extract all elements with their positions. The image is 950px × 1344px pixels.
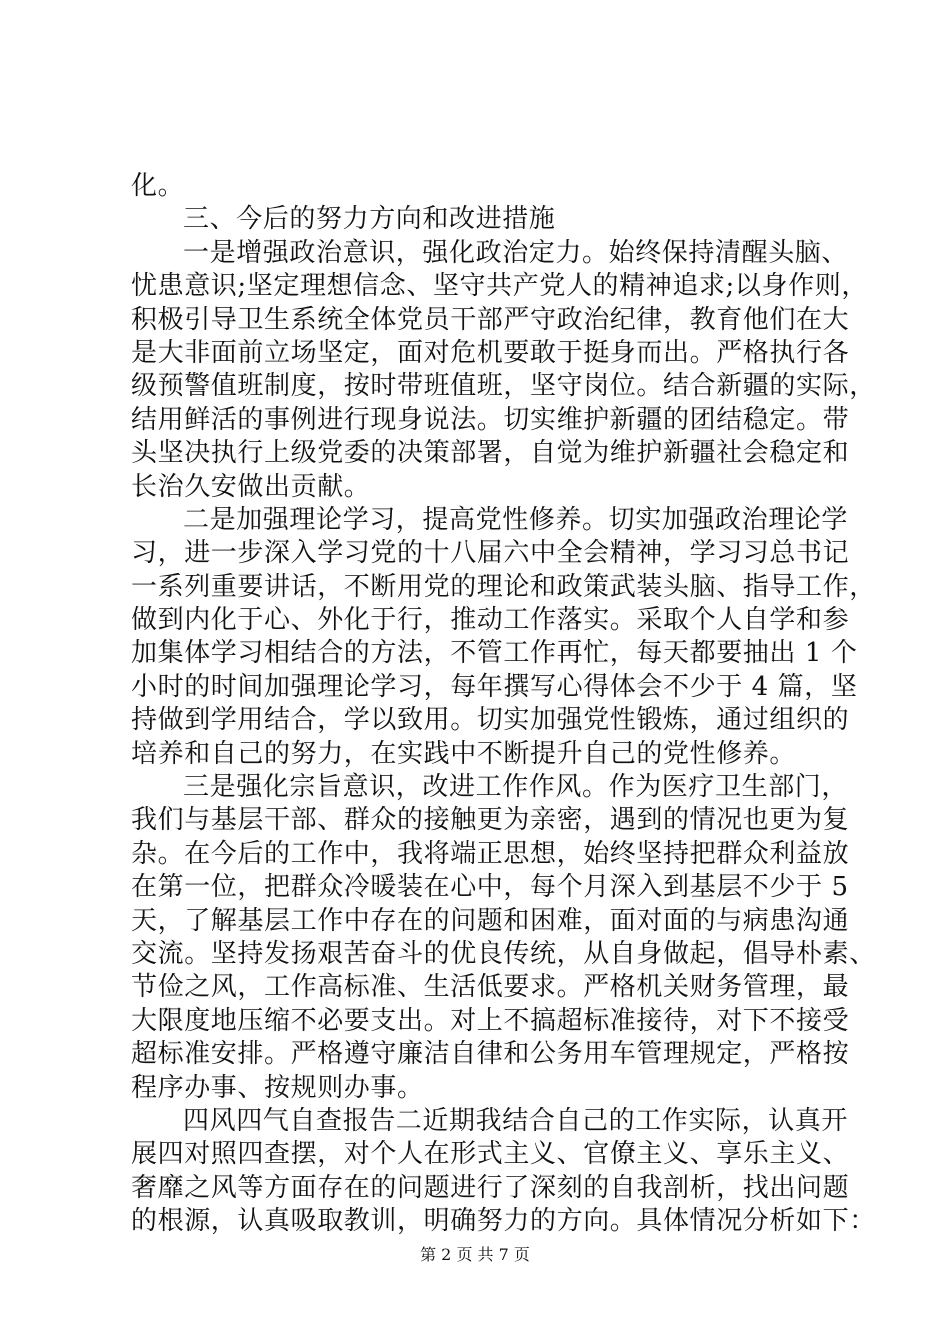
text-line: 交流。坚持发扬艰苦奋斗的优良传统，从自身做起，倡导朴素、	[131, 938, 876, 969]
text-line: 超标准安排。严格遵守廉洁自律和公务用车管理规定，严格按	[131, 1039, 850, 1070]
text-line: 天，了解基层工作中存在的问题和困难，面对面的与病患沟通	[131, 905, 850, 936]
text-line: 大限度地压缩不必要支出。对上不搞超标准接待，对下不接受	[131, 1005, 850, 1036]
document-body	[131, 170, 876, 1239]
text-line: 程序办事、按规则办事。	[131, 1072, 424, 1103]
text-line: 持做到学用结合，学以致用。切实加强党性锻炼，通过组织的	[131, 705, 850, 736]
text-line: 忧患意识;坚定理想信念、坚守共产党人的精神追求;以身作则，	[131, 271, 868, 302]
text-line: 习，进一步深入学习党的十八届六中全会精神，学习习总书记	[131, 538, 850, 569]
text-line: 奢靡之风等方面存在的问题进行了深刻的自我剖析，找出问题	[131, 1172, 850, 1203]
page-footer: 第 2 页 共 7 页	[420, 1245, 530, 1264]
text-line: 在第一位，把群众冷暖装在心中，每个月深入到基层不少于 5	[131, 872, 849, 903]
text-line: 二是加强理论学习，提高党性修养。切实加强政治理论学	[183, 504, 849, 535]
text-line: 是大非面前立场坚定，面对危机要敢于挺身而出。严格执行各	[131, 337, 850, 368]
text-line: 一是增强政治意识，强化政治定力。始终保持清醒头脑、	[183, 237, 849, 268]
text-line: 结用鲜活的事例进行现身说法。切实维护新疆的团结稳定。带	[131, 404, 850, 435]
text-line: 展四对照四查摆，对个人在形式主义、官僚主义、享乐主义、	[131, 1139, 850, 1170]
text-line: 培养和自己的努力，在实践中不断提升自己的党性修养。	[131, 738, 797, 769]
text-line: 一系列重要讲话，不断用党的理论和政策武装头脑、指导工作，	[131, 571, 876, 602]
text-line: 头坚决执行上级党委的决策部署，自觉为维护新疆社会稳定和	[131, 438, 850, 469]
text-line: 加集体学习相结合的方法，不管工作再忙，每天都要抽出 1 个	[131, 638, 858, 669]
text-line: 的根源，认真吸取教训，明确努力的方向。具体情况分析如下：	[131, 1206, 876, 1237]
text-line: 我们与基层干部、群众的接触更为亲密，遇到的情况也更为复	[131, 805, 850, 836]
text-line: 做到内化于心、外化于行，推动工作落实。采取个人自学和参	[131, 605, 850, 636]
text-line: 积极引导卫生系统全体党员干部严守政治纪律，教育他们在大	[131, 304, 850, 335]
text-line: 节俭之风，工作高标准、生活低要求。严格机关财务管理，最	[131, 972, 850, 1003]
text-line: 小时的时间加强理论学习，每年撰写心得体会不少于 4 篇，坚	[131, 671, 858, 702]
text-line: 三、今后的努力方向和改进措施	[183, 204, 556, 235]
text-line: 杂。在今后的工作中，我将端正思想，始终坚持把群众利益放	[131, 838, 850, 869]
text-line: 长治久安做出贡献。	[131, 471, 371, 502]
text-line: 级预警值班制度，按时带班值班，坚守岗位。结合新疆的实际，	[131, 371, 876, 402]
text-line: 三是强化宗旨意识，改进工作作风。作为医疗卫生部门，	[183, 772, 849, 803]
text-line: 四风四气自查报告二近期我结合自己的工作实际，认真开	[183, 1105, 849, 1136]
text-line: 化。	[131, 171, 185, 201]
